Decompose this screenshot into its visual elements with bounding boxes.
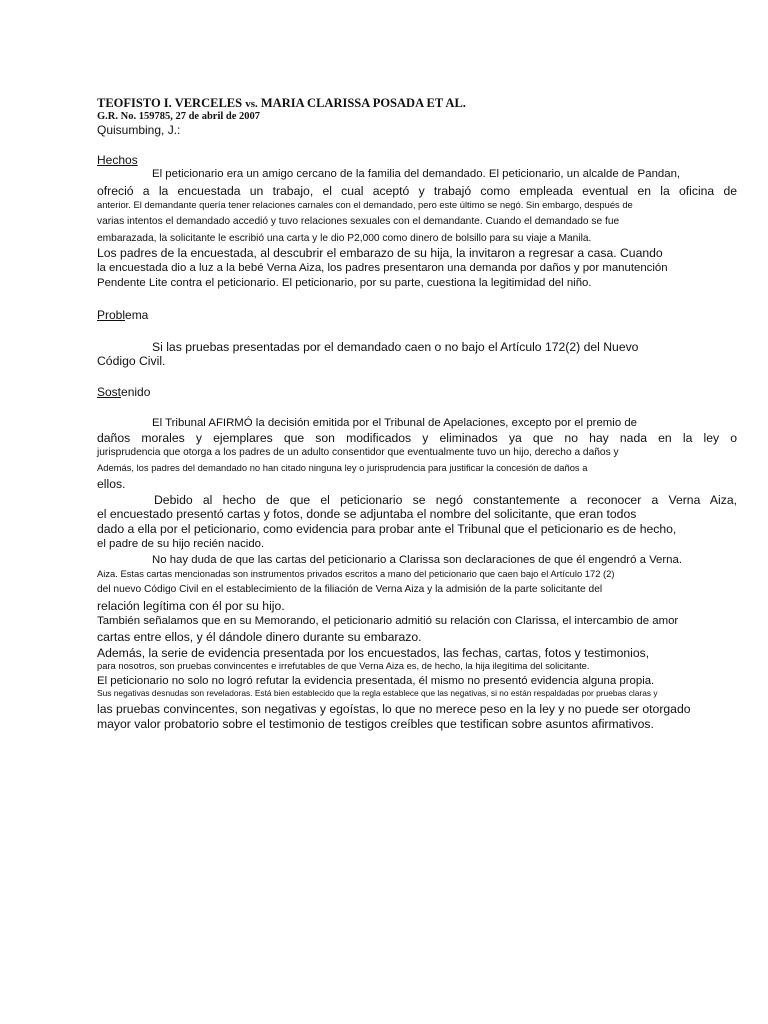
sostenido-line: También señalamos que en su Memorando, el peticionario admitió su relación con Clarissa, el intercambio de amor xyxy=(97,615,679,627)
sostenido-line: dado a ella por el peticionario, como evidencia para probar ante el Tribunal que el peticionario es de hecho, xyxy=(97,522,677,536)
problema-body xyxy=(97,340,737,368)
sostenido-line: No hay duda de que las cartas del peticionario a Clarissa son declaraciones de que él engendró a Verna. xyxy=(152,554,683,566)
sostenido-line: el padre de su hijo recién nacido. xyxy=(97,538,265,550)
sostenido-line: Sus negativas desnudas son reveladoras. Está bien establecido que la regla establece que las negativas, si no están respaldadas por pruebas claras y xyxy=(97,688,658,698)
sostenido-body xyxy=(97,416,737,731)
petitioner-name: TEOFISTO I. VERCELES xyxy=(97,96,243,110)
hechos-line: Los padres de la encuestada, al descubrir el embarazo de su hija, la invitaron a regresar a casa. Cuando xyxy=(97,246,663,260)
sostenido-line: Además, los padres del demandado no han citado ninguna ley o jurisprudencia para justificar la concesión de daños a xyxy=(97,462,588,473)
hechos-line: ofreció a la encuestada un trabajo, el cual aceptó y trabajó como empleada eventual en la oficina de xyxy=(97,184,737,198)
sostenido-line: del nuevo Código Civil en el establecimiento de la filiación de Verna Aiza y la admisión de la parte solicitante del xyxy=(97,584,603,595)
sostenido-line: El peticionario no solo no logró refutar la evidencia presentada, él mismo no presentó evidencia alguna propia. xyxy=(97,675,655,687)
case-number: G.R. No. 159785, 27 de abril de 2007 xyxy=(97,111,261,122)
sostenido-line: ellos. xyxy=(97,477,126,491)
hechos-line: embarazada, la solicitante le escribió una carta y le dio P2,000 como dinero de bolsillo para su viaje a Manila. xyxy=(97,233,592,244)
sostenido-line: cartas entre ellos, y él dándole dinero durante su embarazo. xyxy=(97,630,422,644)
hechos-line: anterior. El demandante quería tener relaciones carnales con el demandado, pero este último se negó. Sin embargo, después de xyxy=(97,199,633,210)
respondent-name: MARIA CLARISSA POSADA ET AL. xyxy=(260,96,466,110)
sostenido-line: relación legítima con él por su hijo. xyxy=(97,599,285,613)
hechos-body xyxy=(97,167,737,290)
problema-line: Código Civil. xyxy=(97,354,166,368)
ponente: Quisumbing, J.: xyxy=(97,123,181,137)
sostenido-line: las pruebas convincentes, son negativas y egoístas, lo que no merece peso en la ley y no puede ser otorgado xyxy=(97,702,691,716)
hechos-heading: Hechos xyxy=(97,153,138,167)
case-digest xyxy=(97,96,737,731)
sostenido-line: Además, la serie de evidencia presentada por los encuestados, las fechas, cartas, fotos y testimonios, xyxy=(97,646,650,660)
versus-label: vs. xyxy=(245,98,258,110)
hechos-line: varias intentos el demandado accedió y tuvo relaciones sexuales con el demandante. Cuando el demandado se fue xyxy=(97,216,620,227)
sostenido-line: mayor valor probatorio sobre el testimonio de testigos creíbles que testifican sobre asuntos afirmativos. xyxy=(97,717,654,731)
sostenido-line: jurisprudencia que otorga a los padres de un adulto consentidor que eventualmente tuvo un hijo, derecho a daños y xyxy=(97,447,619,458)
sostenido-line: para nosotros, son pruebas convincentes e irrefutables de que Verna Aiza es, de hecho, la hija ilegítima del solicitante. xyxy=(97,660,590,671)
hechos-line: El peticionario era un amigo cercano de la familia del demandado. El peticionario, un alcalde de Pandan, xyxy=(152,168,681,180)
sostenido-heading: Sostenido xyxy=(97,385,151,399)
problema-line: Si las pruebas presentadas por el demandado caen o no bajo el Artículo 172(2) del Nuevo xyxy=(152,340,639,354)
sostenido-line: daños morales y ejemplares que son modificados y eliminados ya que no hay nada en la ley o xyxy=(97,431,737,445)
sostenido-line: Aiza. Estas cartas mencionadas son instrumentos privados escritos a mano del peticionario que caen bajo el Artículo 172 (2) xyxy=(97,568,615,579)
sostenido-line: el encuestado presentó cartas y fotos, donde se adjuntaba el nombre del solicitante, que eran todos xyxy=(97,507,637,521)
hechos-line: Pendente Lite contra el peticionario. El peticionario, por su parte, cuestiona la legitimidad del niño. xyxy=(97,277,592,289)
sostenido-line: Debido al hecho de que el peticionario se negó constantemente a reconocer a Verna Aiza, xyxy=(154,493,737,507)
case-title xyxy=(97,96,737,111)
sostenido-line: El Tribunal AFIRMÓ la decisión emitida por el Tribunal de Apelaciones, excepto por el premio de xyxy=(152,417,637,429)
hechos-line: la encuestada dio a luz a la bebé Verna Aiza, los padres presentaron una demanda por daños y por manutención xyxy=(97,262,668,274)
problema-heading: Problema xyxy=(97,308,149,322)
